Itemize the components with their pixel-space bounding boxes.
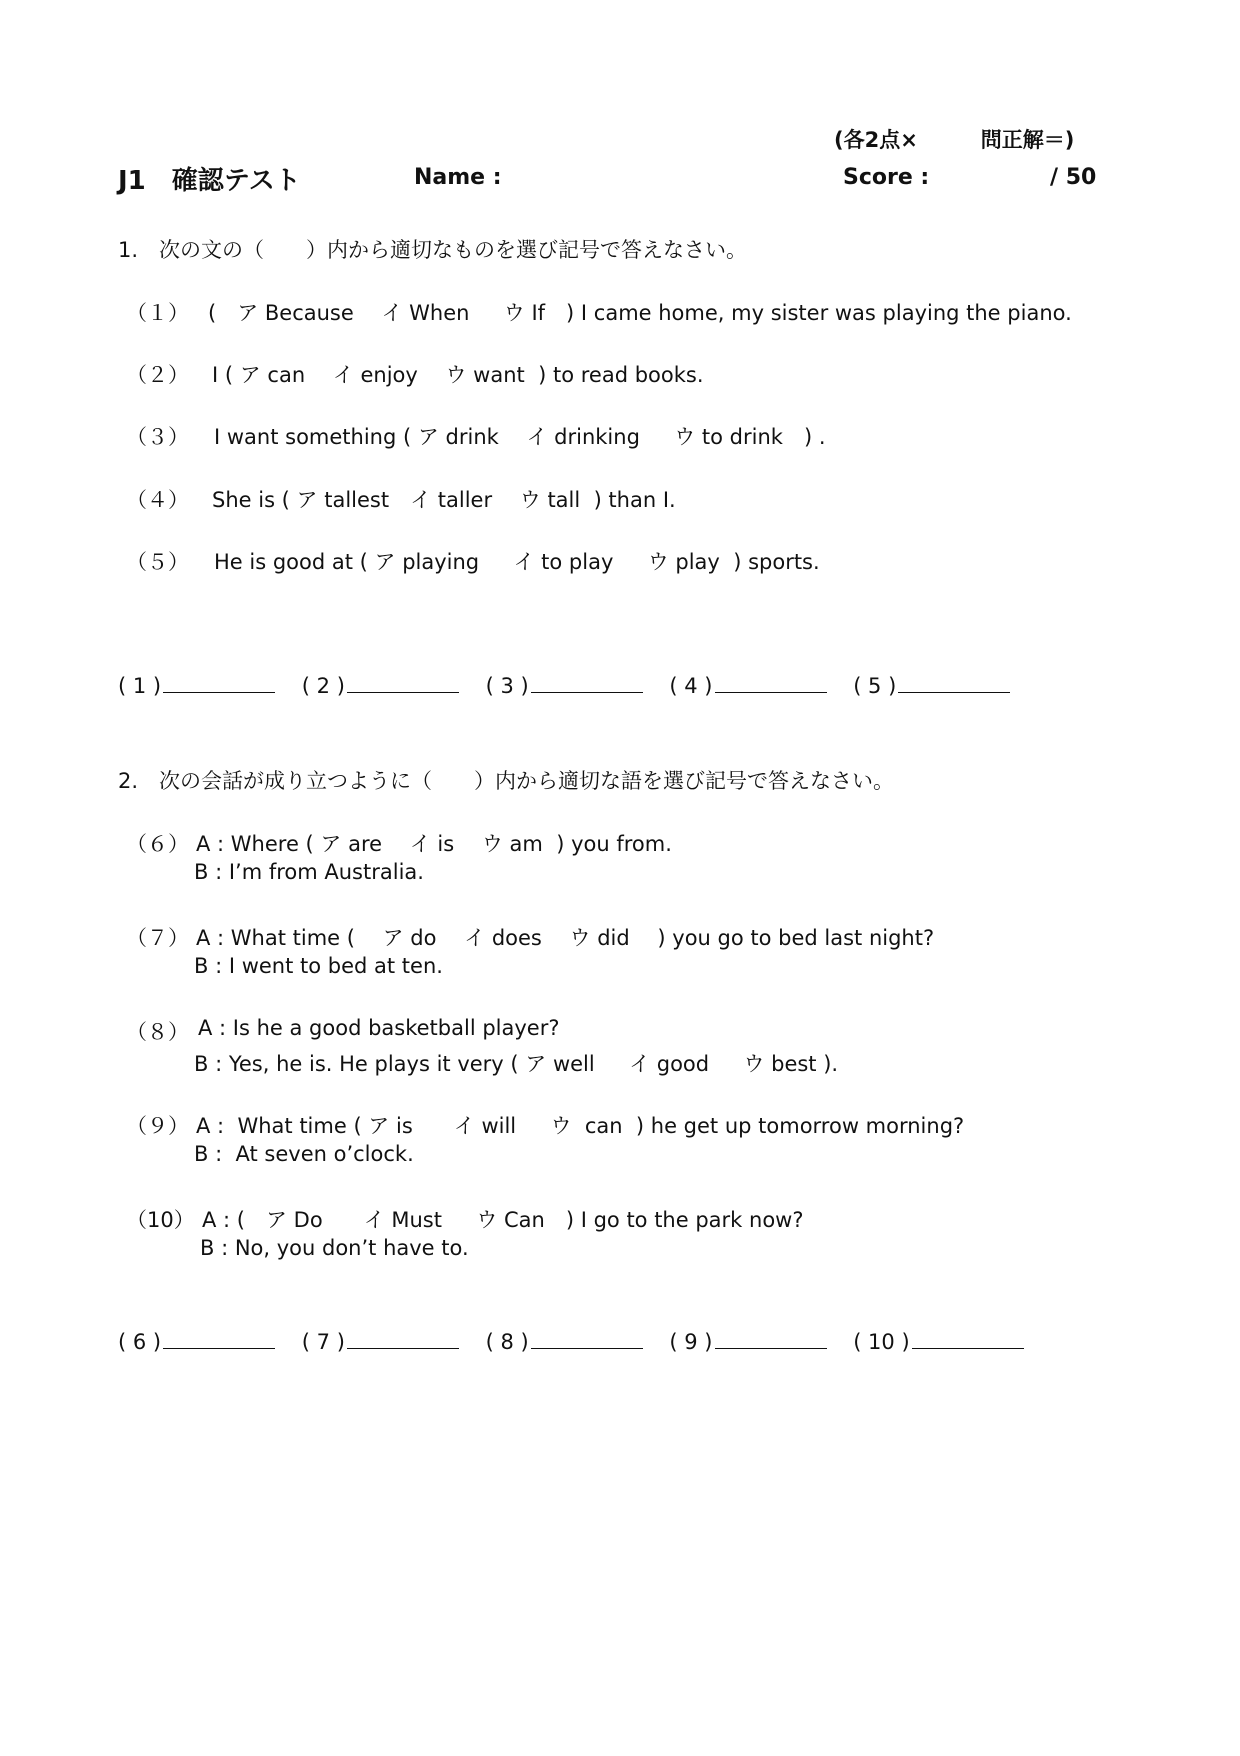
question-number: （１）: [126, 301, 189, 325]
dialogue-line-a: A : What time ( ア do イ does ウ did ) you go to bed last night?: [196, 926, 935, 950]
question-text: She is ( ア tallest イ taller ウ tall ) than I.: [212, 488, 676, 512]
answer-label: ( 5 ): [853, 674, 897, 698]
question-number: （３）: [126, 425, 189, 449]
answer-label: ( 8 ): [485, 1330, 529, 1354]
answer-blank[interactable]: [347, 1328, 459, 1349]
question-number: （10）: [126, 1208, 195, 1232]
answer-label: ( 9 ): [669, 1330, 713, 1354]
question-text: He is good at ( ア playing イ to play ウ play ) sports.: [214, 550, 820, 574]
answer-label: ( 6 ): [118, 1330, 162, 1354]
answer-blank[interactable]: [531, 1328, 643, 1349]
page-title: J1 確認テスト: [118, 166, 301, 196]
answer-label: ( 4 ): [669, 674, 713, 698]
question-number: （６）: [126, 832, 189, 856]
section2-instruction: 2. 次の会話が成り立つように（ ）内から適切な語を選び記号で答えなさい。: [118, 769, 895, 793]
question-text: I want something ( ア drink イ drinking ウ to drink ) .: [214, 425, 826, 449]
score-label: Score :: [843, 165, 930, 190]
answer-blank[interactable]: [715, 1328, 827, 1349]
question-text: ( ア Because イ When ウ If ) I came home, my sister was playing the piano.: [208, 301, 1072, 325]
answer-row-2: [118, 1328, 1024, 1354]
answer-blank[interactable]: [347, 672, 459, 693]
points-note: (各2点× 問正解＝): [834, 128, 1075, 152]
answer-blank[interactable]: [163, 1328, 275, 1349]
dialogue-line-a: A : ( ア Do イ Must ウ Can ) I go to the park now?: [202, 1208, 804, 1232]
answer-blank[interactable]: [531, 672, 643, 693]
dialogue-line-b: B : I went to bed at ten.: [194, 954, 443, 978]
dialogue-line-a: A : Where ( ア are イ is ウ am ) you from.: [196, 832, 672, 856]
dialogue-line-b: B : No, you don’t have to.: [200, 1236, 469, 1260]
answer-label: ( 1 ): [118, 674, 162, 698]
score-total: / 50: [1050, 165, 1097, 190]
answer-label: ( 10 ): [853, 1330, 910, 1354]
dialogue-line-b: B : Yes, he is. He plays it very ( ア well イ good ウ best ).: [194, 1052, 839, 1076]
answer-blank[interactable]: [898, 672, 1010, 693]
dialogue-line-b: B : At seven o’clock.: [194, 1142, 414, 1166]
question-number: （２）: [126, 363, 189, 387]
answer-blank[interactable]: [163, 672, 275, 693]
answer-label: ( 3 ): [485, 674, 529, 698]
answer-blank[interactable]: [912, 1328, 1024, 1349]
answer-blank[interactable]: [715, 672, 827, 693]
question-number: （８）: [126, 1020, 189, 1044]
dialogue-line-b: B : I’m from Australia.: [194, 860, 424, 884]
question-number: （４）: [126, 488, 189, 512]
answer-label: ( 2 ): [301, 674, 345, 698]
question-number: （９）: [126, 1114, 189, 1138]
answer-row-1: [118, 672, 1010, 698]
answer-label: ( 7 ): [301, 1330, 345, 1354]
question-number: （５）: [126, 550, 189, 574]
question-text: I ( ア can イ enjoy ウ want ) to read books.: [212, 363, 704, 387]
name-label: Name :: [414, 165, 502, 190]
dialogue-line-a: A : What time ( ア is イ will ウ can ) he get up tomorrow morning?: [196, 1114, 965, 1138]
section1-instruction: 1. 次の文の（ ）内から適切なものを選び記号で答えなさい。: [118, 238, 748, 262]
dialogue-line-a: A : Is he a good basketball player?: [198, 1016, 560, 1040]
question-number: （７）: [126, 926, 189, 950]
